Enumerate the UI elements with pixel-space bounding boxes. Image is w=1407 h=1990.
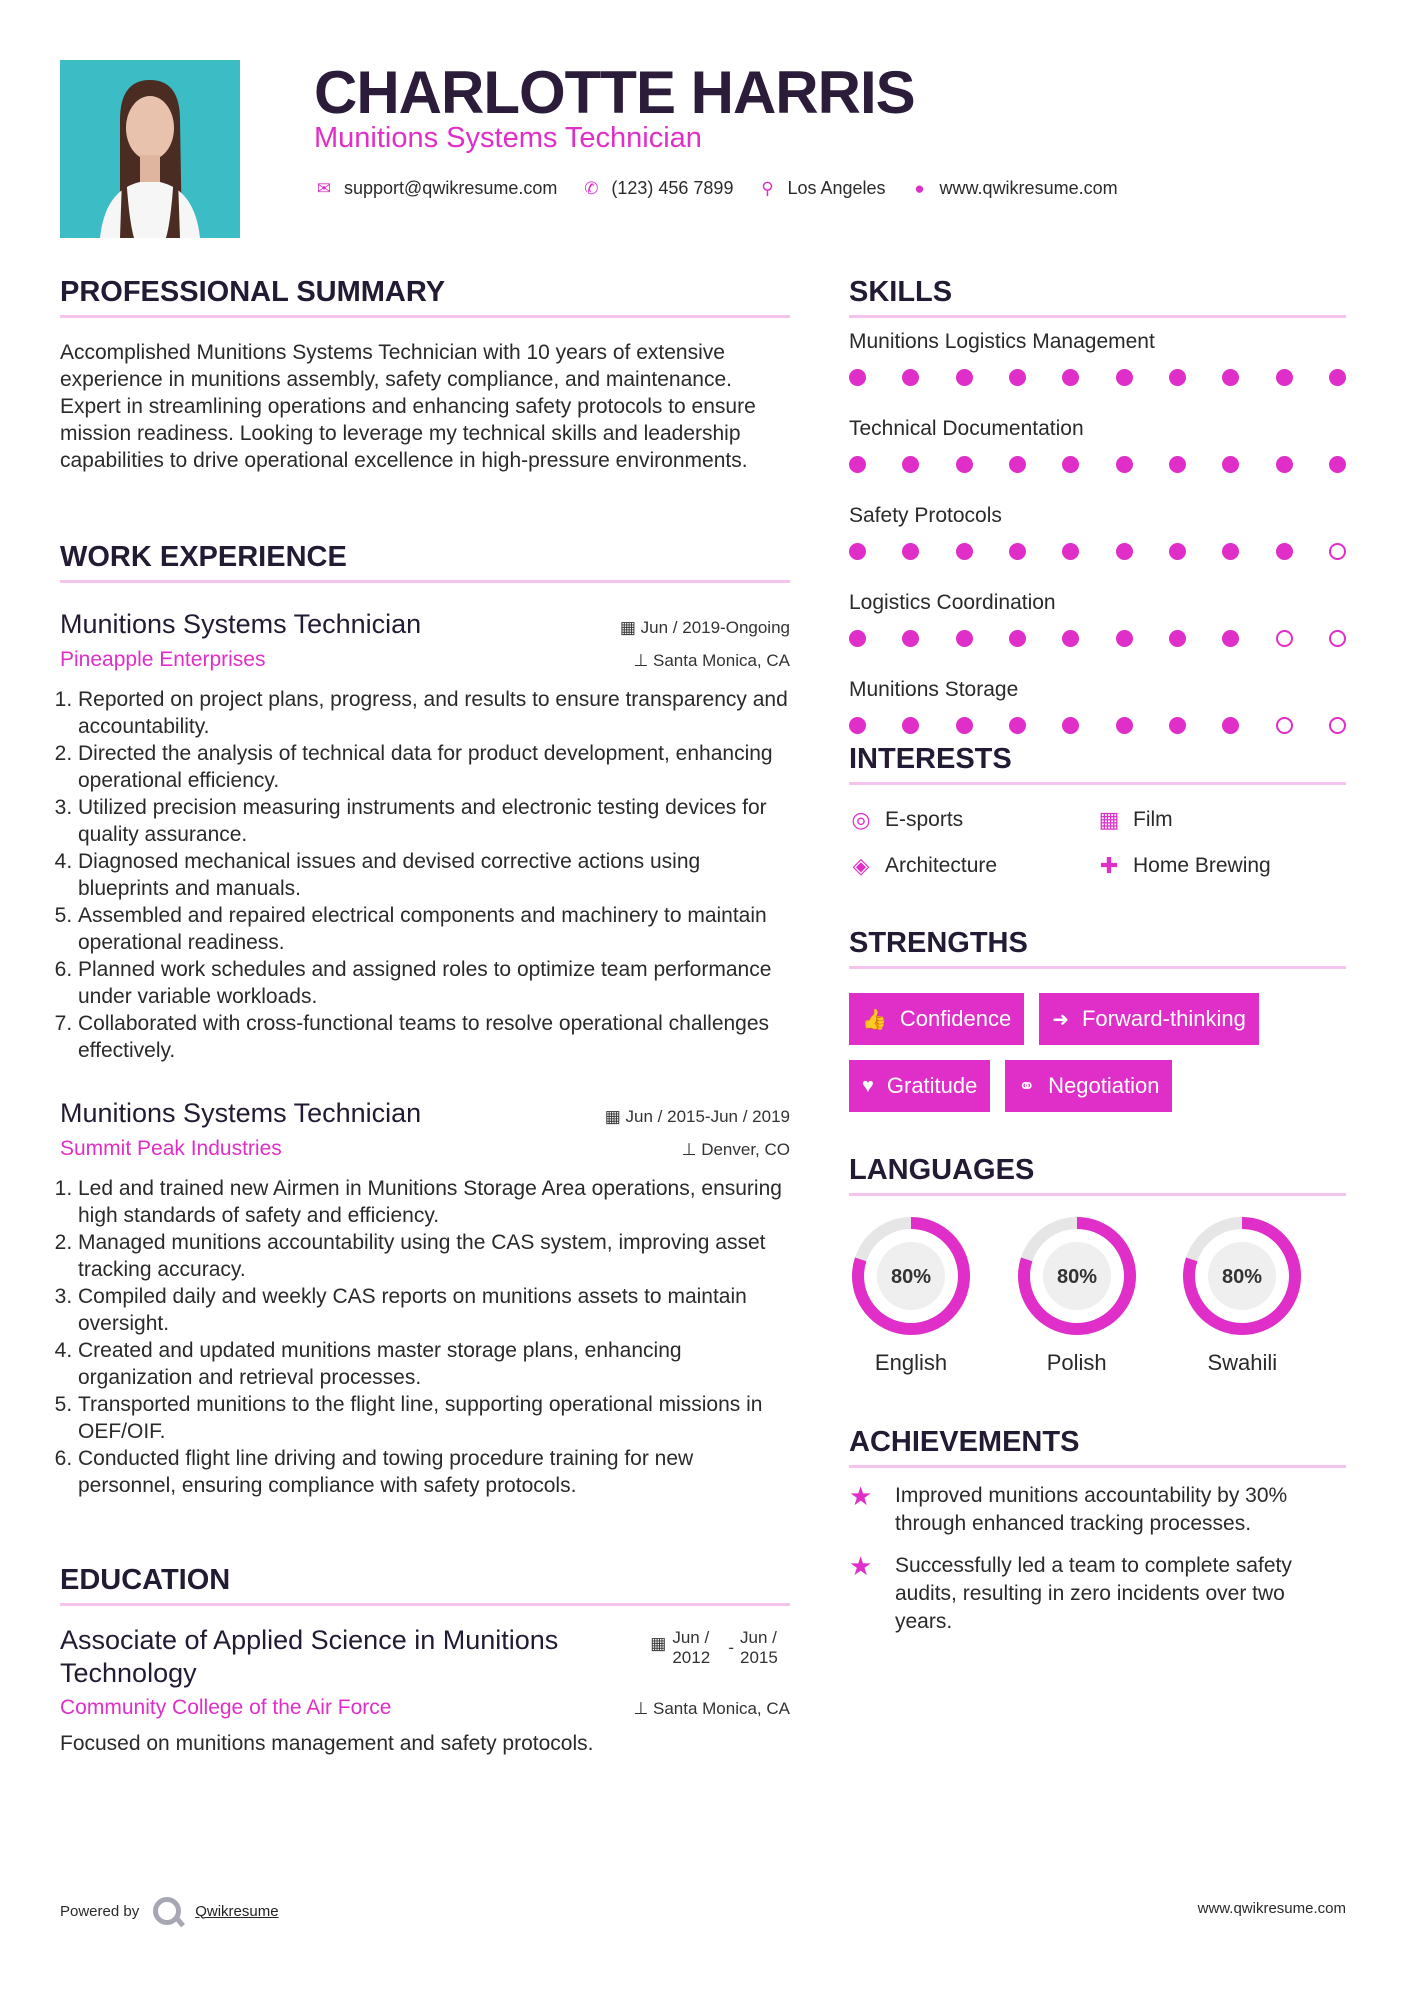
rating-dot-empty (1329, 630, 1346, 647)
date-separator: - (728, 1638, 734, 1657)
language-donut (849, 1214, 973, 1338)
degree: Associate of Applied Science in Munitions Technology (60, 1625, 559, 1688)
language-item (1015, 1214, 1181, 1376)
rating-dot-filled (1169, 456, 1186, 473)
rating-dot-filled (1169, 369, 1186, 386)
section-title: LANGUAGES (849, 1154, 1346, 1196)
language-donut (1015, 1214, 1139, 1338)
rating-dot-filled (1009, 456, 1026, 473)
job-location-text: Santa Monica, CA (652, 651, 790, 670)
strength-label: Confidence (899, 1006, 1012, 1031)
education-location-text: Santa Monica, CA (652, 1699, 790, 1718)
language-item (1180, 1214, 1346, 1376)
skill-rating (849, 456, 1346, 492)
language-gauge-wrap (1015, 1214, 1139, 1376)
job-bullet: 2. Directed the analysis of technical data for product development, enhancing operational efficiency. (78, 740, 790, 794)
job-bullet: 3. Utilized precision measuring instruments and electronic testing devices for quality assurance. (78, 794, 790, 848)
rating-dot-filled (1116, 717, 1133, 734)
rating-dot-filled (902, 456, 919, 473)
education-header (60, 1624, 790, 1690)
skill-item (849, 330, 1346, 405)
strength-label: Forward-thinking (1081, 1006, 1246, 1031)
rating-dot-empty (1329, 717, 1346, 734)
rating-dot-filled (849, 456, 866, 473)
interest-item (849, 807, 1097, 833)
language-name: Polish (1046, 1350, 1107, 1375)
interest-label: Home Brewing (1133, 854, 1271, 877)
rating-dot-filled (1062, 543, 1079, 560)
job-bullet: 5. Assembled and repaired electrical components and machinery to maintain operational readiness. (78, 902, 790, 956)
rating-dot-filled (849, 369, 866, 386)
education-description: Focused on munitions management and safety protocols. (60, 1732, 594, 1755)
job-bullet: 1. Led and trained new Airmen in Munitions Storage Area operations, ensuring high standards of safety and efficiency. (78, 1175, 790, 1229)
skill-label: Logistics Coordination (849, 591, 1056, 614)
map-marker-icon: ⚲ (761, 178, 774, 198)
interest-item (1097, 853, 1345, 879)
section-title: WORK EXPERIENCE (60, 541, 790, 583)
education-end: Jun / 2015 (740, 1628, 778, 1667)
rating-dot-filled (1329, 369, 1346, 386)
achievement-text: Successfully led a team to complete safety audits, resulting in zero incidents over two years. (895, 1554, 1292, 1633)
language-name: Swahili (1207, 1350, 1278, 1375)
rating-dot-empty (1276, 717, 1293, 734)
calendar-icon: ▦ (650, 1634, 667, 1653)
film-icon: ▦ (1098, 807, 1120, 832)
rating-dot-filled (1116, 456, 1133, 473)
job-bullet: 6. Planned work schedules and assigned roles to optimize team performance under variable workloads. (78, 956, 790, 1010)
skill-item (849, 417, 1346, 492)
strength-badge (1039, 993, 1259, 1045)
calendar-icon: ▦ (619, 618, 641, 637)
skill-label: Munitions Logistics Management (849, 330, 1155, 353)
job-bullet: 3. Compiled daily and weekly CAS reports on munitions assets to maintain oversight. (78, 1283, 790, 1337)
contact-bar (314, 178, 1118, 199)
footer-powered-by (60, 1897, 279, 1925)
job-subheader (60, 1137, 790, 1161)
rating-dot-filled (1009, 543, 1026, 560)
strength-badge (1005, 1060, 1172, 1112)
job-location (682, 1140, 790, 1160)
education-section (60, 1564, 790, 1757)
rating-dot-filled (1009, 717, 1026, 734)
language-item (849, 1214, 1015, 1376)
rating-dot-filled (1276, 456, 1293, 473)
rating-dot-filled (1222, 369, 1239, 386)
skill-rating (849, 630, 1346, 666)
school-name: Community College of the Air Force (60, 1696, 392, 1719)
skill-label: Safety Protocols (849, 504, 1002, 527)
job-bullet: 4. Created and updated munitions master storage plans, enhancing organization and retrieval processes. (78, 1337, 790, 1391)
job-bullet: 7. Collaborated with cross-functional teams to resolve operational challenges effectively. (78, 1010, 790, 1064)
interest-item (1097, 807, 1345, 833)
language-percent: 80% (890, 1266, 932, 1288)
shooting-star-icon: ★ (849, 1551, 873, 1581)
rating-dot-filled (1276, 369, 1293, 386)
language-name: English (874, 1350, 948, 1375)
skill-rating (849, 543, 1346, 579)
rating-dot-filled (902, 543, 919, 560)
heart-icon: ♥ (862, 1074, 874, 1097)
job-entry (60, 1098, 790, 1499)
rating-dot-filled (1169, 630, 1186, 647)
rating-dot-filled (1116, 369, 1133, 386)
job-date-text: Jun / 2019-Ongoing (640, 618, 790, 637)
job-header (60, 1098, 790, 1129)
achievement-text: Improved munitions accountability by 30% through enhanced tracking processes. (895, 1484, 1288, 1535)
job-date (605, 1107, 790, 1127)
rating-dot-filled (1276, 543, 1293, 560)
phone-icon: ✆ (584, 178, 599, 198)
footer-website[interactable]: www.qwikresume.com (1197, 1900, 1346, 1917)
rating-dot-filled (1062, 717, 1079, 734)
skills-section (849, 276, 1346, 753)
job-bullet: 1. Reported on project plans, progress, and results to ensure transparency and accountability. (78, 686, 790, 740)
contact-location: Los Angeles (787, 178, 886, 198)
rating-dot-filled (956, 717, 973, 734)
strength-badge (849, 993, 1024, 1045)
qwikresume-logo-icon (153, 1897, 181, 1925)
contact-phone[interactable]: (123) 456 7899 (611, 178, 734, 198)
language-gauge-wrap (1180, 1214, 1304, 1376)
thumbs-up-icon: 👍 (862, 1008, 887, 1031)
section-title: STRENGTHS (849, 927, 1346, 969)
pushpin-icon: ⊥ (633, 1699, 653, 1718)
skill-item (849, 678, 1346, 753)
rating-dot-filled (956, 456, 973, 473)
rating-dot-filled (1062, 456, 1079, 473)
rating-dot-filled (1116, 630, 1133, 647)
skill-label: Technical Documentation (849, 417, 1084, 440)
achievements-section (849, 1426, 1346, 1636)
education-dates (650, 1628, 790, 1690)
job-bullet: 6. Conducted flight line driving and towing procedure training for new personnel, ensuring compliance with safety protocols. (78, 1445, 790, 1499)
envelope-icon: ✉ (316, 178, 332, 198)
job-subheader (60, 648, 790, 672)
strength-label: Gratitude (886, 1073, 978, 1098)
section-title: EDUCATION (60, 1564, 790, 1606)
profile-photo (60, 60, 240, 238)
rating-dot-filled (902, 369, 919, 386)
job-bullets (60, 1175, 790, 1499)
interest-label: Film (1133, 808, 1173, 831)
strengths-section (849, 927, 1346, 1112)
rating-dot-filled (1116, 543, 1133, 560)
job-bullet: 5. Transported munitions to the flight line, supporting operational missions in OEF/OIF. (78, 1391, 790, 1445)
candidate-name: CHARLOTTE HARRIS (314, 59, 915, 126)
achievement-item (849, 1552, 1346, 1636)
rating-dot-empty (1329, 543, 1346, 560)
skill-label: Munitions Storage (849, 678, 1019, 701)
interest-label: E-sports (885, 808, 964, 831)
rating-dot-filled (849, 717, 866, 734)
rating-dot-filled (1062, 369, 1079, 386)
job-date-text: Jun / 2015-Jun / 2019 (625, 1107, 790, 1126)
contact-email[interactable]: support@qwikresume.com (344, 178, 558, 198)
interests-section (849, 743, 1346, 879)
job-bullet: 4. Diagnosed mechanical issues and devised corrective actions using blueprints and manuals. (78, 848, 790, 902)
rating-dot-filled (956, 369, 973, 386)
summary-text: Accomplished Munitions Systems Technician with 10 years of extensive experience in munitions assembly, safety compliance, and maintenance. Expert in streamlining operations and enhancing safety protocols to ensure mission readiness. Looking to leverage my technical skills and leadership capabilities to drive operational excellence in high-pressure environments. (60, 341, 756, 472)
job-bullets (60, 686, 790, 1064)
languages-section (849, 1154, 1346, 1376)
interest-label: Architecture (885, 854, 998, 877)
puzzle-icon: ✚ (1099, 853, 1119, 878)
job-entry (60, 609, 790, 1064)
language-donut (1180, 1214, 1304, 1338)
experience-section (60, 541, 790, 1499)
education-start: Jun / 2012 (672, 1628, 711, 1667)
rating-dot-filled (1062, 630, 1079, 647)
rating-dot-filled (1009, 630, 1026, 647)
rating-dot-filled (902, 717, 919, 734)
summary-section (60, 276, 790, 474)
rating-dot-filled (1009, 369, 1026, 386)
job-bullet: 2. Managed munitions accountability using the CAS system, improving asset tracking accuracy. (78, 1229, 790, 1283)
rating-dot-filled (849, 630, 866, 647)
rating-dot-filled (1222, 543, 1239, 560)
rating-dot-filled (849, 543, 866, 560)
rating-dot-filled (1222, 630, 1239, 647)
powered-by-text: Powered by (60, 1902, 140, 1920)
qwikresume-link[interactable]: Qwikresume (195, 1902, 279, 1920)
language-percent: 80% (1056, 1266, 1097, 1288)
rating-dot-filled (902, 630, 919, 647)
rating-dot-filled (956, 630, 973, 647)
section-title: SKILLS (849, 276, 1346, 318)
skill-item (849, 504, 1346, 579)
calendar-icon: ▦ (604, 1107, 626, 1126)
section-title: PROFESSIONAL SUMMARY (60, 276, 790, 318)
strength-badge (849, 1060, 990, 1112)
skill-item (849, 591, 1346, 666)
arrow-right-icon: ➜ (1052, 1008, 1069, 1031)
interest-item (849, 853, 1097, 879)
rating-dot-filled (1222, 456, 1239, 473)
job-header (60, 609, 790, 640)
job-title: Munitions Systems Technician (60, 1098, 422, 1128)
education-location (633, 1699, 790, 1719)
candidate-title: Munitions Systems Technician (314, 122, 702, 154)
pushpin-icon: ⊥ (633, 651, 653, 670)
ruler-icon: ◈ (852, 853, 870, 878)
language-gauge-wrap (849, 1214, 973, 1376)
rating-dot-filled (1169, 717, 1186, 734)
achievement-item (849, 1482, 1346, 1538)
company-name: Summit Peak Industries (60, 1137, 282, 1160)
education-subheader (60, 1696, 790, 1720)
rating-dot-filled (1222, 717, 1239, 734)
rating-dot-filled (1169, 543, 1186, 560)
life-ring-icon: ◎ (851, 807, 871, 832)
shooting-star-icon: ★ (849, 1481, 873, 1511)
skill-rating (849, 369, 1346, 405)
rating-dot-empty (1276, 630, 1293, 647)
job-title: Munitions Systems Technician (60, 609, 422, 639)
job-date (620, 618, 790, 638)
rating-dot-filled (1329, 456, 1346, 473)
strength-label: Negotiation (1048, 1073, 1160, 1098)
job-location-text: Denver, CO (701, 1140, 790, 1159)
contact-website[interactable]: www.qwikresume.com (939, 178, 1118, 198)
pushpin-icon: ⊥ (681, 1140, 702, 1159)
section-title: INTERESTS (849, 743, 1346, 785)
job-location (633, 651, 790, 671)
section-title: ACHIEVEMENTS (849, 1426, 1346, 1468)
language-percent: 80% (1222, 1266, 1263, 1288)
rating-dot-filled (956, 543, 973, 560)
handshake-icon: ⚭ (1018, 1075, 1036, 1098)
globe-icon: ● (914, 178, 925, 198)
company-name: Pineapple Enterprises (60, 648, 266, 671)
